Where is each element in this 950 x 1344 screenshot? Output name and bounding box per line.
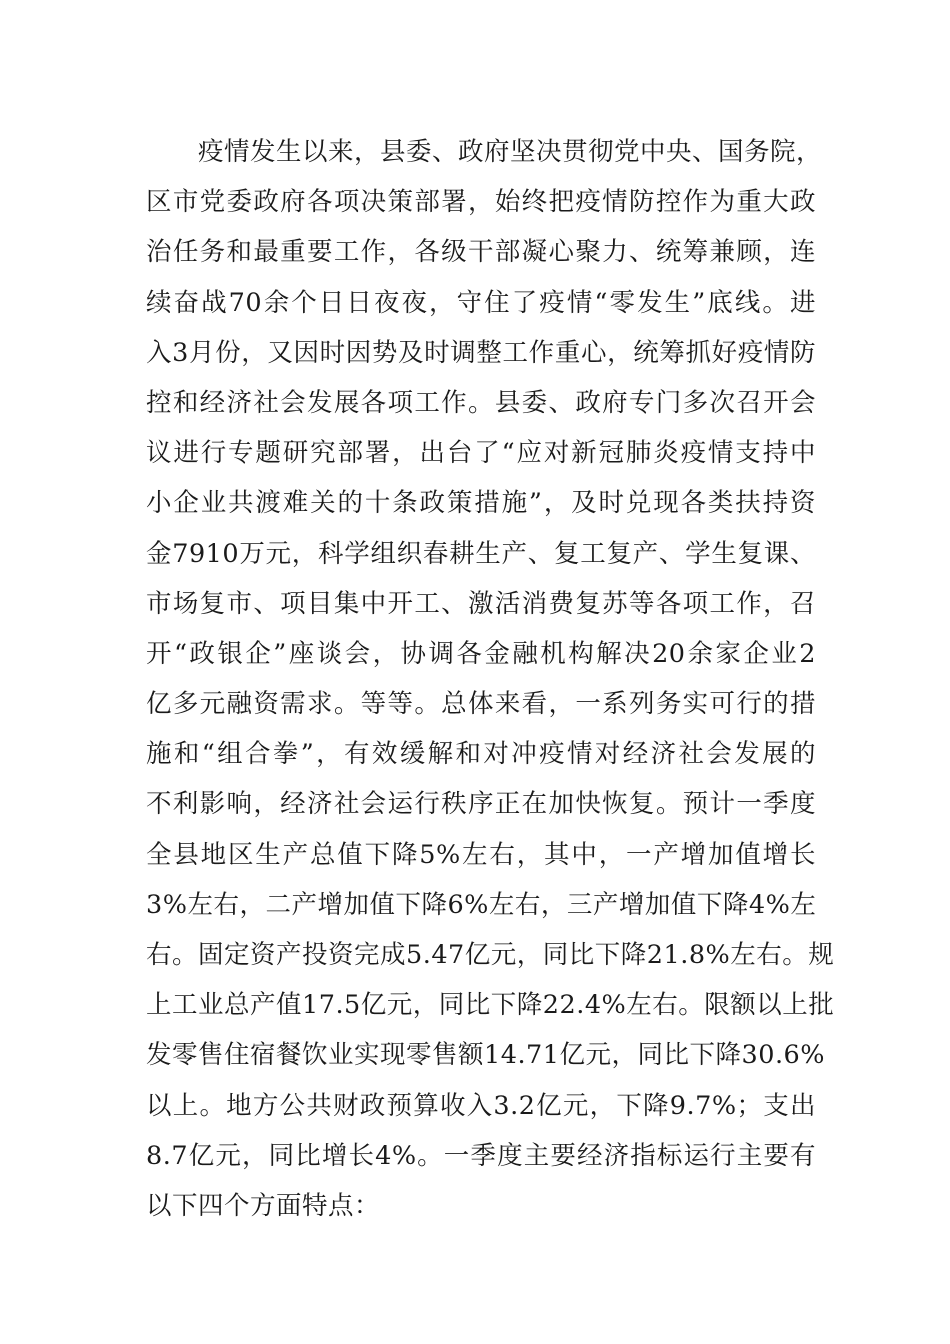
paragraph-line: 以下四个方面特点：: [146, 1190, 381, 1221]
paragraph-line: 全县地区生产总值下降5%左右，其中，一产增加值增长: [146, 839, 816, 870]
paragraph-line: 续奋战70余个日日夜夜，守住了疫情“零发生”底线。进: [146, 287, 816, 318]
paragraph-line: 3%左右，二产增加值下降6%左右，三产增加值下降4%左: [146, 889, 817, 920]
paragraph-line: 议进行专题研究部署，出台了“应对新冠肺炎疫情支持中: [146, 438, 816, 469]
paragraph-line: 右。固定资产投资完成5.47亿元，同比下降21.8%左右。规: [146, 940, 835, 970]
paragraph-line: 小企业共渡难关的十条政策措施”，及时兑现各类扶持资: [146, 488, 816, 519]
paragraph-line: 施和“组合拳”，有效缓解和对冲疫情对经济社会发展的: [146, 739, 816, 770]
paragraph-line: 亿多元融资需求。等等。总体来看，一系列务实可行的措: [146, 689, 816, 720]
paragraph-line: 市场复市、项目集中开工、激活消费复苏等各项工作，召: [146, 588, 816, 619]
paragraph-line: 上工业总产值17.5亿元，同比下降22.4%左右。限额以上批: [146, 990, 835, 1021]
paragraph-line: 以上。地方公共财政预算收入3.2亿元，下降9.7%；支出: [146, 1090, 816, 1121]
paragraph-line: 发零售住宿餐饮业实现零售额14.71亿元，同比下降30.6%: [146, 1040, 826, 1071]
paragraph-line: 控和经济社会发展各项工作。县委、政府专门多次召开会: [146, 387, 816, 418]
paragraph-line: 金7910万元，科学组织春耕生产、复工复产、学生复课、: [146, 538, 816, 569]
body-paragraph: [146, 127, 835, 1231]
paragraph-line: 治任务和最重要工作，各级干部凝心聚力、统筹兼顾，连: [146, 237, 816, 268]
paragraph-line: 不利影响，经济社会运行秩序正在加快恢复。预计一季度: [146, 789, 816, 820]
paragraph-line: 入3月份，又因时因势及时调整工作重心，统筹抓好疫情防: [146, 337, 816, 368]
paragraph-line: 区市党委政府各项决策部署，始终把疫情防控作为重大政: [146, 187, 816, 218]
paragraph-line: 8.7亿元，同比增长4%。一季度主要经济指标运行主要有: [146, 1140, 816, 1171]
paragraph-line: 疫情发生以来，县委、政府坚决贯彻党中央、国务院，: [198, 137, 823, 167]
paragraph-line: 开“政银企”座谈会，协调各金融机构解决20余家企业2: [146, 638, 816, 669]
